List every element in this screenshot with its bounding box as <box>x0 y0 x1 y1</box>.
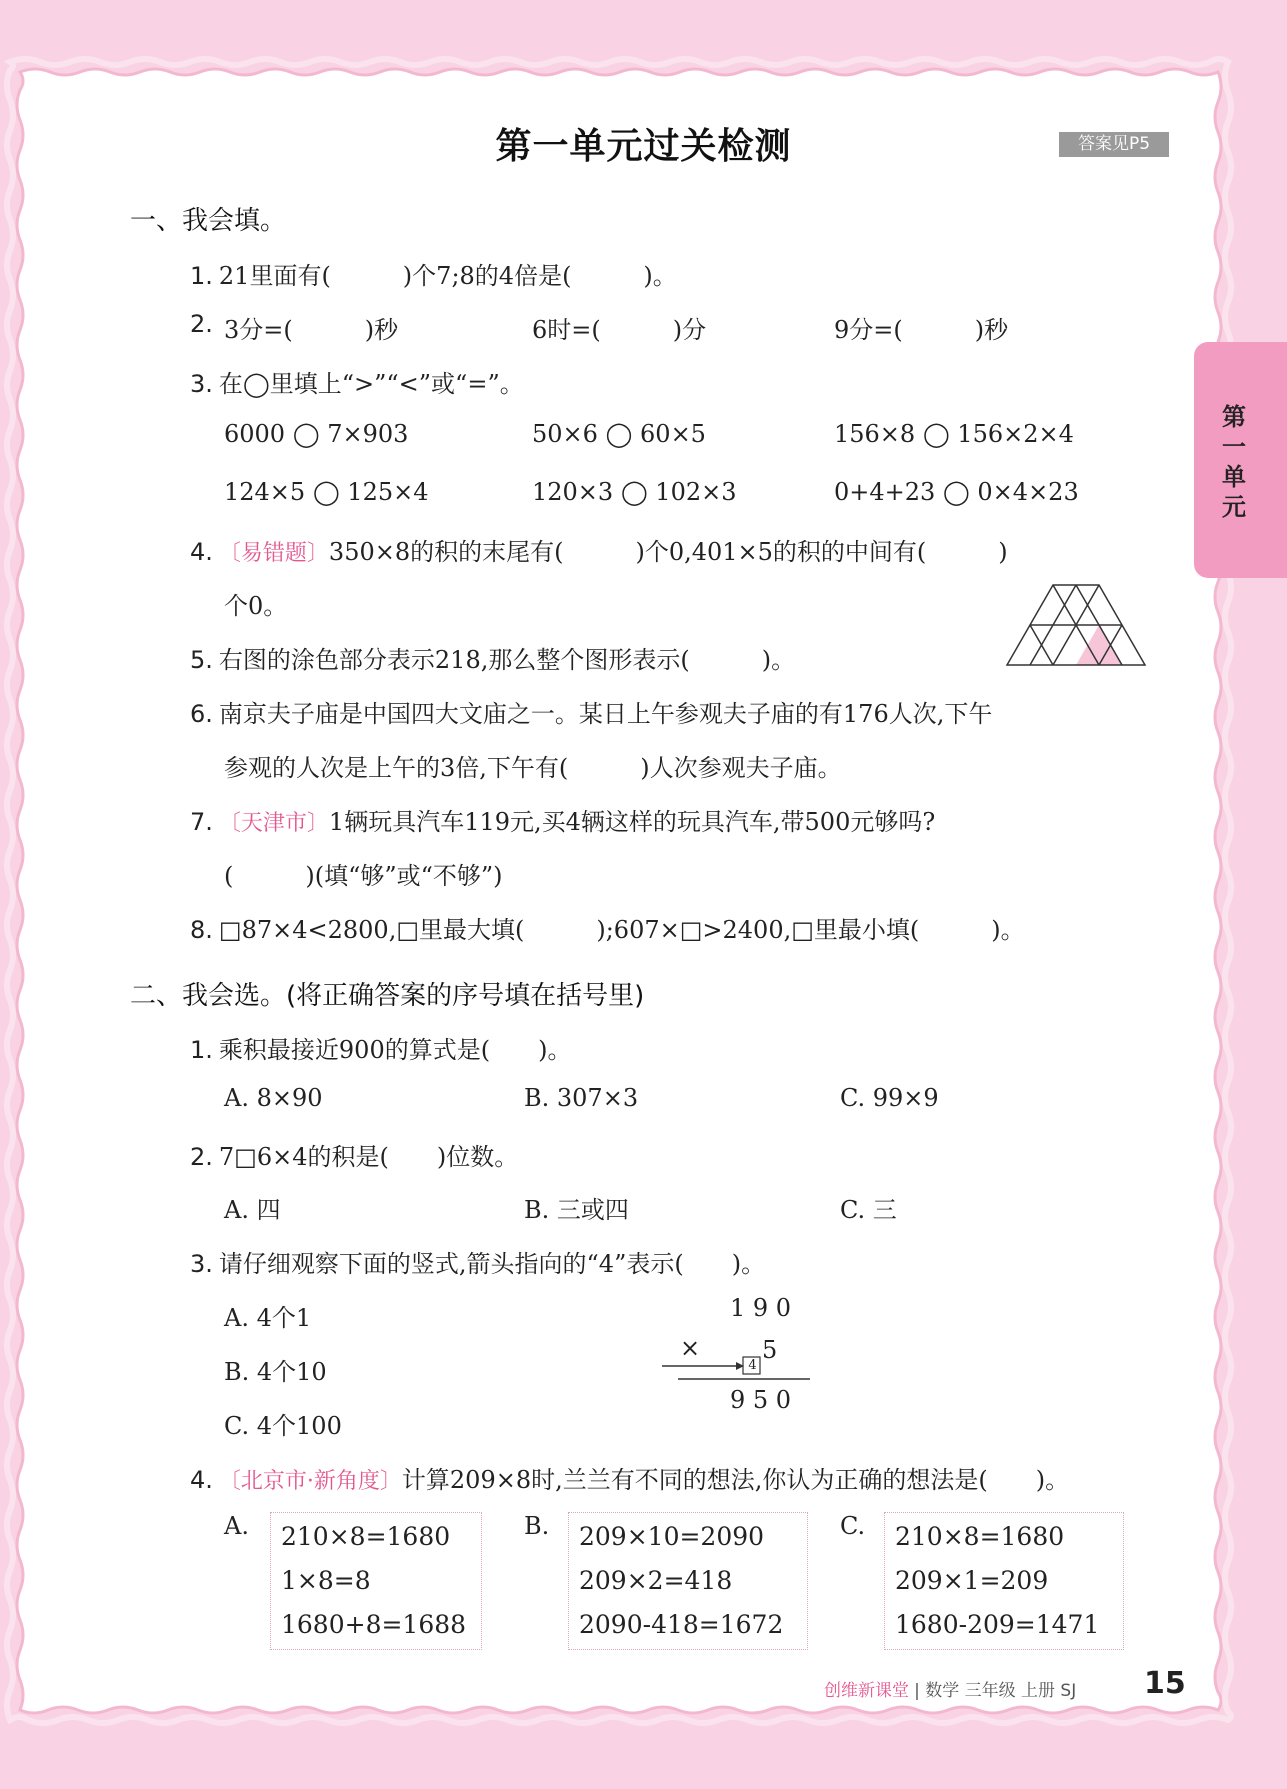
question-1-1 <box>190 256 677 291</box>
unit-side-tab <box>1194 342 1287 578</box>
question-number: 8. <box>190 916 213 944</box>
calc-line: 209×2=418 <box>579 1566 733 1595</box>
question-2-1 <box>190 1030 571 1065</box>
compare-row-2-c: 0+4+23 ◯ 0×4×23 <box>834 478 1079 506</box>
choice-a-label: A. <box>224 1512 249 1540</box>
compare-row-2-b: 120×3 ◯ 102×3 <box>532 478 737 506</box>
option-a: A. 4个1 <box>224 1304 312 1332</box>
page-number: 15 <box>1144 1666 1186 1701</box>
question-2-3 <box>190 1244 765 1279</box>
vertical-arrow-and-line <box>660 1354 820 1384</box>
question-text: 计算209×8时,兰兰有不同的想法,你认为正确的想法是( )。 <box>401 1466 1070 1494</box>
calc-line: 210×8=1680 <box>895 1522 1065 1551</box>
option-b: B. 307×3 <box>524 1084 639 1112</box>
compare-row-2-a: 124×5 ◯ 125×4 <box>224 478 429 506</box>
choice-a-box <box>270 1512 482 1650</box>
vertical-carry-digit: 4 <box>748 1358 757 1373</box>
question-text: 在◯里填上“>”“<”或“=”。 <box>218 370 524 398</box>
question-text: □87×4<2800,□里最大填( );607×□>2400,□里最小填( )。 <box>218 916 1025 944</box>
question-1-4-line-2: 个0。 <box>224 592 288 620</box>
vertical-top-number: 1 9 0 <box>730 1294 792 1322</box>
option-b: B. 三或四 <box>524 1196 629 1224</box>
question-tag: 〔易错题〕 <box>218 541 329 566</box>
footer-brand: 创维新课堂 <box>824 1681 909 1701</box>
calc-line: 209×1=209 <box>895 1566 1049 1595</box>
compare-row-1-b: 50×6 ◯ 60×5 <box>532 420 706 448</box>
section-1-title: 一、我会填。 <box>130 206 287 236</box>
question-1-2-part-c: 9分=( )秒 <box>834 316 1009 344</box>
question-number: 2. <box>190 310 213 338</box>
question-1-7 <box>190 802 935 837</box>
question-1-7-line-2: ( )(填“够”或“不够”) <box>224 862 503 890</box>
question-2-4 <box>190 1460 1069 1495</box>
option-b: B. 4个10 <box>224 1358 327 1386</box>
question-1-3 <box>190 364 524 399</box>
compare-row-1-c: 156×8 ◯ 156×2×4 <box>834 420 1074 448</box>
question-text: 请仔细观察下面的竖式,箭头指向的“4”表示( )。 <box>218 1250 766 1278</box>
calc-line: 1680+8=1688 <box>281 1610 467 1639</box>
calc-line: 1680-209=1471 <box>895 1610 1100 1639</box>
question-1-2 <box>190 310 219 338</box>
question-1-6 <box>190 694 992 729</box>
question-tag: 〔天津市〕 <box>218 811 329 836</box>
question-1-4 <box>190 532 1008 567</box>
question-number: 4. <box>190 538 213 566</box>
section-2-title: 二、我会选。(将正确答案的序号填在括号里) <box>130 981 645 1011</box>
compare-row-1-a: 6000 ◯ 7×903 <box>224 420 409 448</box>
question-number: 3. <box>190 370 213 398</box>
question-text: 乘积最接近900的算式是( )。 <box>218 1036 572 1064</box>
option-c: C. 三 <box>840 1196 897 1224</box>
question-number: 7. <box>190 808 213 836</box>
calc-line: 209×10=2090 <box>579 1522 765 1551</box>
choice-b-label: B. <box>524 1512 550 1540</box>
choice-c-label: C. <box>840 1512 866 1540</box>
option-c: C. 99×9 <box>840 1084 939 1112</box>
footer <box>824 1676 1076 1701</box>
question-number: 4. <box>190 1466 213 1494</box>
footer-info: | 数学 三年级 上册 SJ <box>914 1681 1077 1701</box>
question-number: 3. <box>190 1250 213 1278</box>
question-number: 1. <box>190 1036 213 1064</box>
question-text: 1辆玩具汽车119元,买4辆这样的玩具汽车,带500元够吗? <box>328 808 936 836</box>
option-a: A. 8×90 <box>224 1084 323 1112</box>
choice-b-box <box>568 1512 808 1650</box>
question-2-2 <box>190 1137 518 1172</box>
question-text: 7□6×4的积是( )位数。 <box>218 1143 519 1171</box>
question-1-2-part-b: 6时=( )分 <box>532 316 707 344</box>
question-1-2-part-a: 3分=( )秒 <box>224 316 399 344</box>
triangle-figure <box>1006 584 1146 666</box>
question-text: 350×8的积的末尾有( )个0,401×5的积的中间有( ) <box>328 538 1008 566</box>
question-1-5 <box>190 640 795 675</box>
vertical-times-sign: × <box>680 1334 701 1362</box>
question-1-8 <box>190 910 1025 945</box>
option-c: C. 4个100 <box>224 1412 342 1440</box>
calc-line: 1×8=8 <box>281 1566 371 1595</box>
option-a: A. 四 <box>224 1196 281 1224</box>
calc-line: 2090-418=1672 <box>579 1610 784 1639</box>
question-number: 2. <box>190 1143 213 1171</box>
question-number: 1. <box>190 262 213 290</box>
answer-reference-badge: 答案见P5 <box>1059 132 1169 157</box>
question-number: 6. <box>190 700 213 728</box>
question-tag: 〔北京市·新角度〕 <box>218 1469 402 1494</box>
question-number: 5. <box>190 646 213 674</box>
question-text: 南京夫子庙是中国四大文庙之一。某日上午参观夫子庙的有176人次,下午 <box>218 700 993 728</box>
question-1-6-line-2: 参观的人次是上午的3倍,下午有( )人次参观夫子庙。 <box>224 754 842 782</box>
unit-side-tab-label: 第一单元 <box>1222 403 1246 521</box>
vertical-result: 9 5 0 <box>730 1386 792 1414</box>
vertical-multiplier: 5 <box>762 1336 778 1364</box>
question-text: 21里面有( )个7;8的4倍是( )。 <box>218 262 677 290</box>
page-title: 第一单元过关检测 <box>495 126 792 167</box>
calc-line: 210×8=1680 <box>281 1522 451 1551</box>
choice-c-box <box>884 1512 1124 1650</box>
question-text: 右图的涂色部分表示218,那么整个图形表示( )。 <box>218 646 796 674</box>
